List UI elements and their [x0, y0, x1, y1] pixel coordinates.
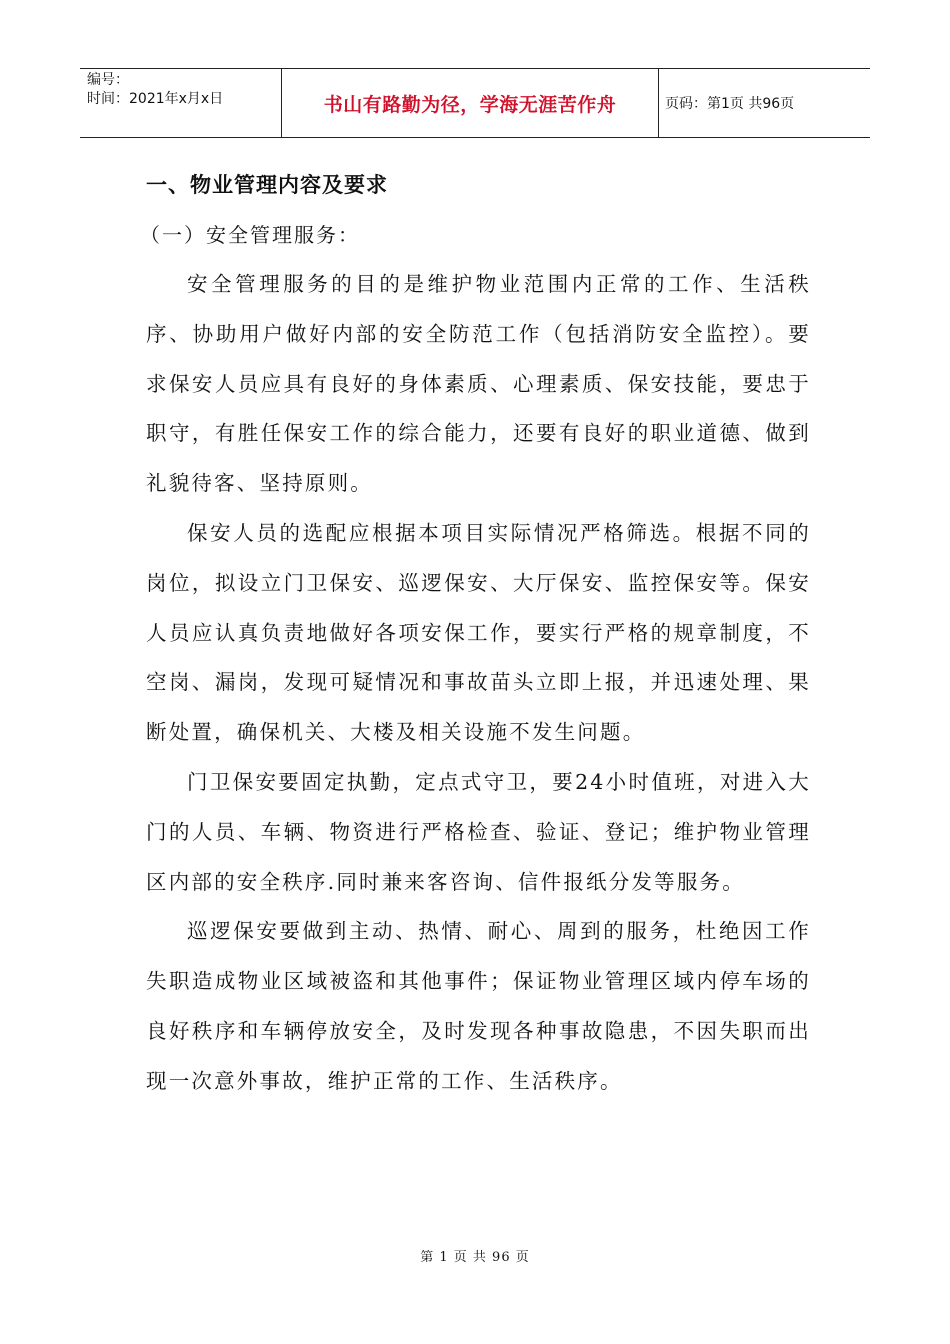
header-motto: 书山有路勤为径，学海无涯苦作舟 [282, 69, 659, 137]
paragraph-patrol-guard: 巡逻保安要做到主动、热情、耐心、周到的服务，杜绝因工作失职造成物业区域被盗和其他事件；保证物业管理区域内停车场的良好秩序和车辆停放安全，及时发现各种事故隐患，不因失职而出现一次意外事故，维护正常的工作、生活秩序。 [146, 919, 811, 1093]
header-meta-cell [80, 69, 282, 137]
header-page-info: 页码：第1页 共96页 [665, 96, 795, 112]
subsection-heading: （一）安全管理服务： [140, 223, 360, 247]
section-heading: 一、物业管理内容及要求 [146, 173, 388, 197]
document-time-label: 时间：2021年x月x日 [87, 91, 224, 107]
paragraph-staff-selection: 保安人员的选配应根据本项目实际情况严格筛选。根据不同的岗位，拟设立门卫保安、巡逻保安、大厅保安、监控保安等。保安人员应认真负责地做好各项安保工作，要实行严格的规章制度，不空岗、漏岗，发现可疑情况和事故苗头立即上报，并迅速处理、果断处置，确保机关、大楼及相关设施不发生问题。 [146, 520, 811, 745]
paragraph-security-purpose: 安全管理服务的目的是维护物业范围内正常的工作、生活秩序、协助用户做好内部的安全防范工作（包括消防安全监控）。要求保安人员应具有良好的身体素质、心理素质、保安技能，要忠于职守，有胜任保安工作的综合能力，还要有良好的职业道德、做到礼貌待客、坚持原则。 [146, 272, 811, 496]
document-number-label: 编号： [87, 72, 129, 88]
document-body [140, 160, 811, 1107]
page-footer: 第 1 页 共 96 页 [420, 1250, 530, 1265]
paragraph-gate-guard: 门卫保安要固定执勤，定点式守卫，要24小时值班，对进入大门的人员、车辆、物资进行严格检查、验证、登记；维护物业管理区内部的安全秩序.同时兼来客咨询、信件报纸分发等服务。 [146, 769, 811, 894]
page-header [80, 68, 870, 138]
